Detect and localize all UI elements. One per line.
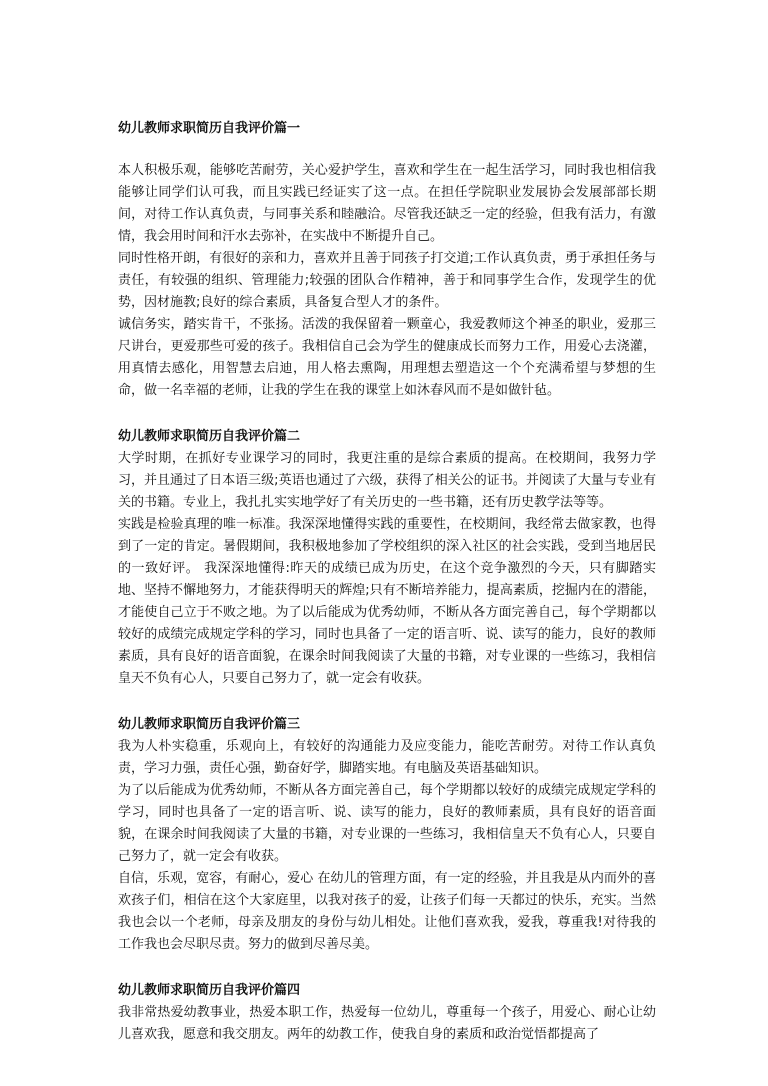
section-heading: 幼儿教师求职简历自我评价篇一 <box>118 121 301 136</box>
paragraph: 同时性格开朗，有很好的亲和力，喜欢并且善于同孩子打交道;工作认真负责，勇于承担任务与责任，有较强的组织、管理能力;较强的团队合作精神，善于和同事学生合作，发现学生的优势，因材施教;良好的综合素质，具备复合型人才的条件。 <box>118 251 656 310</box>
paragraph: 实践是检验真理的唯一标准。我深深地懂得实践的重要性，在校期间，我经常去做家教，也得到了一定的肯定。暑假期间，我积极地参加了学校组织的深入社区的社会实践，受到当地居民的一致好评。 我深深地懂得:昨天的成绩已成为历史，在这个竞争激烈的今天，只有脚踏实地、坚持不懈地努力，才能获得明天的辉煌;只有不断培养能力，提高素质，挖掘内在的潜能，才能使自己立于不败之地。为了以后能成为优秀幼师，不断从各方面完善自己，每个学期都以较好的成绩完成规定学科的学习，同时也具备了一定的语言听、说、读写的能力，良好的教师素质，具有良好的语音面貌，在课余时间我阅读了大量的书籍，对专业课的一些练习，我相信皇天不负有心人，只要自己努力了，就一定会有收获。 <box>118 517 656 686</box>
document-body <box>118 118 656 1070</box>
paragraph: 为了以后能成为优秀幼师，不断从各方面完善自己，每个学期都以较好的成绩完成规定学科的学习，同时也具备了一定的语言听、说、读写的能力，良好的教师素质，具有良好的语音面貌，在课余时间我阅读了大量的书籍，对专业课的一些练习，我相信皇天不负有心人，只要自己努力了，就一定会有收获。 <box>118 783 656 864</box>
paragraph: 本人积极乐观，能够吃苦耐劳，关心爱护学生，喜欢和学生在一起生活学习，同时我也相信我能够让同学们认可我，而且实践已经证实了这一点。在担任学院职业发展协会发展部部长期间，对待工作认真负责，与同事关系和睦融洽。尽管我还缺乏一定的经验，但我有活力，有激情，我会用时间和汗水去弥补，在实战中不断提升自己。 <box>118 163 656 244</box>
section-4 <box>118 980 656 1046</box>
section-1 <box>118 118 656 402</box>
paragraph: 我非常热爱幼教事业，热爱本职工作，热爱每一位幼儿，尊重每一个孩子，用爱心、耐心让幼儿喜欢我，愿意和我交朋友。两年的幼教工作，使我自身的素质和政治觉悟都提高了 <box>118 1005 656 1042</box>
paragraph: 诚信务实，踏实肯干，不张扬。活泼的我保留着一颗童心，我爱教师这个神圣的职业，爱那三尺讲台，更爱那些可爱的孩子。我相信自己会为学生的健康成长而努力工作，用爱心去浇灌，用真情去感化，用智慧去启迪，用人格去熏陶，用理想去塑造这一个个充满希望与梦想的生命，做一名幸福的老师，让我的学生在我的课堂上如沐春风而不是如做针毡。 <box>118 317 656 398</box>
section-heading: 幼儿教师求职简历自我评价篇三 <box>118 717 301 732</box>
section-2 <box>118 426 656 690</box>
section-3 <box>118 714 656 956</box>
paragraph: 自信，乐观，宽容，有耐心，爱心 在幼儿的管理方面，有一定的经验，并且我是从内而外的喜欢孩子们，相信在这个大家庭里，以我对孩子的爱，让孩子们每一天都过的快乐，充实。当然我也会以一个老师，母亲及朋友的身份与幼儿相处。让他们喜欢我，爱我，尊重我!对待我的工作我也会尽职尽责。努力的做到尽善尽美。 <box>118 871 656 952</box>
paragraph: 我为人朴实稳重，乐观向上，有较好的沟通能力及应变能力，能吃苦耐劳。对待工作认真负责，学习力强，责任心强，勤奋好学，脚踏实地。有电脑及英语基础知识。 <box>118 739 656 776</box>
paragraph: 大学时期，在抓好专业课学习的同时，我更注重的是综合素质的提高。在校期间，我努力学习，并且通过了日本语三级;英语也通过了六级，获得了相关公的证书。并阅读了大量与专业有关的书籍。专业上，我扎扎实实地学好了有关历史的一些书籍，还有历史教学法等等。 <box>118 451 656 510</box>
section-heading: 幼儿教师求职简历自我评价篇四 <box>118 983 301 998</box>
section-heading: 幼儿教师求职简历自我评价篇二 <box>118 429 301 444</box>
